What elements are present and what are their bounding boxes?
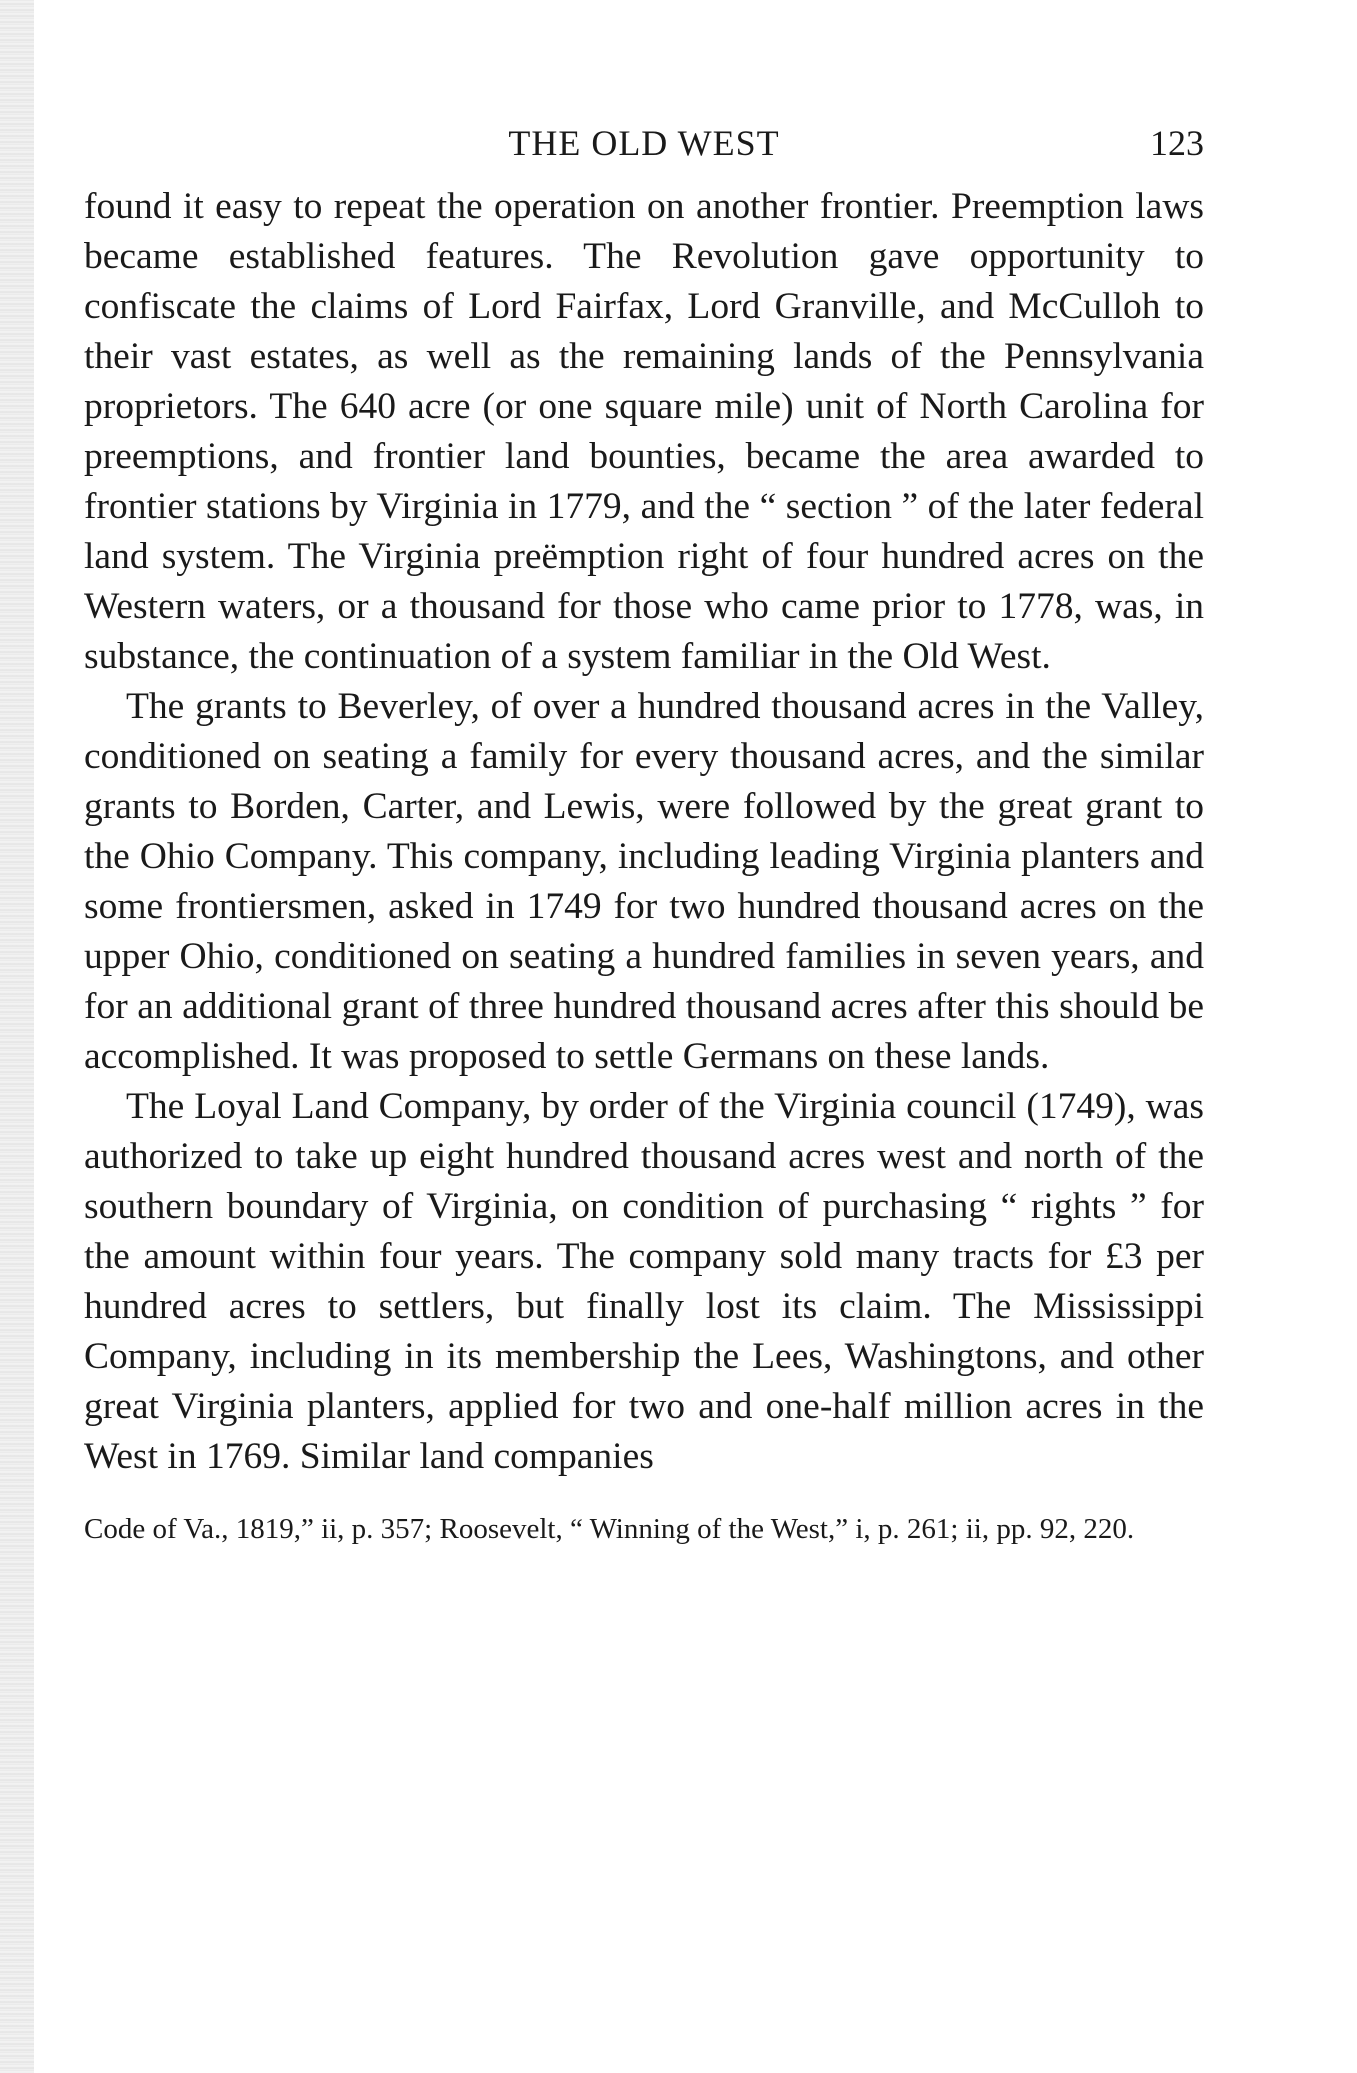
body-text	[84, 182, 1204, 1482]
running-title: THE OLD WEST	[508, 123, 780, 163]
paragraph-continued: found it easy to repeat the operation on another frontier. Preemption laws became established features. The Revolution gave opportunity to confiscate the claims of Lord Fairfax, Lord Granville, and McCulloh to their vast estates, as well as the remaining lands of the Pennsylvania proprietors. The 640 acre (or one square mile) unit of North Carolina for preemptions, and frontier land bounties, became the area awarded to frontier stations by Virginia in 1779, and the “ section ” of the later federal land system. The Virginia preëmption right of four hundred acres on the Western waters, or a thousand for those who came prior to 1778, was, in substance, the continuation of a system familiar in the Old West.	[84, 186, 1204, 677]
scan-edge-shading	[0, 0, 34, 2073]
book-page	[84, 108, 1204, 1550]
page-number: 123	[1150, 123, 1204, 163]
running-head	[84, 108, 1204, 168]
footnote: Code of Va., 1819,” ii, p. 357; Roosevelt, “ Winning of the West,” i, p. 261; ii, pp. 92, 220.	[84, 1513, 1135, 1545]
paragraph-loyal-land-company: The Loyal Land Company, by order of the Virginia council (1749), was authorized to take up eight hundred thousand acres west and north of the southern boundary of Virginia, on condition of purchasing “ rights ” for the amount within four years. The company sold many tracts for £3 per hundred acres to settlers, but finally lost its claim. The Mississippi Company, including in its membership the Lees, Washingtons, and other great Virginia planters, applied for two and one-half million acres in the West in 1769. Similar land companies	[84, 1086, 1204, 1477]
paragraph-ohio-company: The grants to Beverley, of over a hundred thousand acres in the Valley, conditioned on seating a family for every thousand acres, and the similar grants to Borden, Carter, and Lewis, were followed by the great grant to the Ohio Company. This company, including leading Virginia planters and some frontiersmen, asked in 1749 for two hundred thousand acres on the upper Ohio, conditioned on seating a hundred families in seven years, and for an additional grant of three hundred thousand acres after this should be accomplished. It was proposed to settle Germans on these lands.	[84, 686, 1204, 1077]
